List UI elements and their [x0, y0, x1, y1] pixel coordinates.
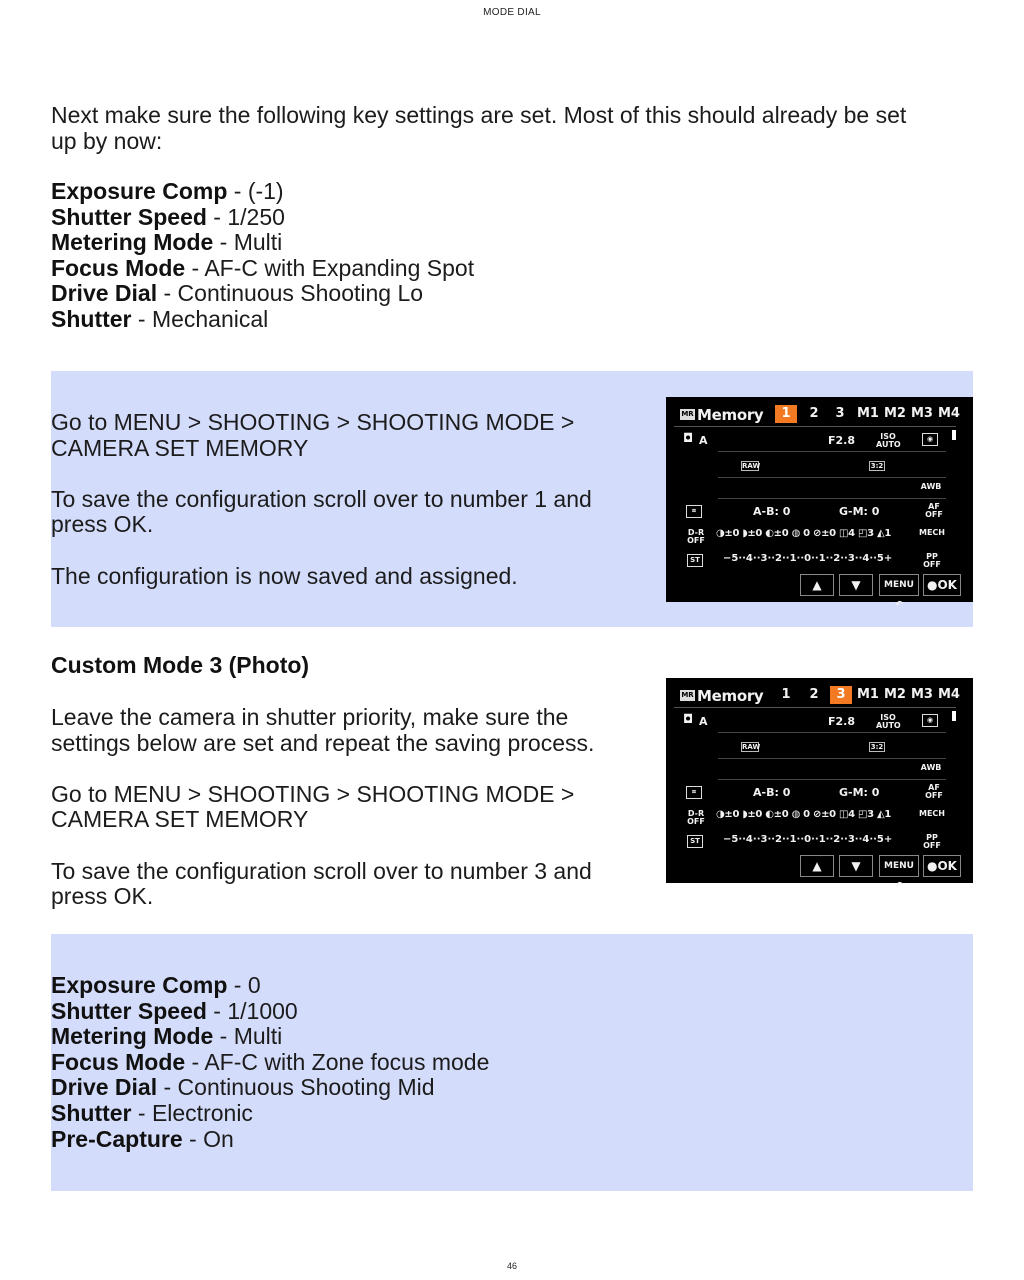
setting-value: - (-1): [227, 178, 284, 204]
setting-row: [51, 1075, 651, 1101]
setting-row: [51, 1127, 651, 1153]
page-number: 46: [506, 1261, 517, 1271]
memory-slot-m1[interactable]: M1: [857, 406, 879, 421]
menu-path-line-1: Go to MENU > SHOOTING > SHOOTING MODE >: [51, 409, 575, 435]
aperture-value: F2.8: [828, 715, 856, 728]
menu-path-line-2: CAMERA SET MEMORY: [51, 806, 309, 833]
leave-line-1: Leave the camera in shutter priority, make sure the: [51, 704, 569, 730]
focus-area-icon: ⌗: [686, 786, 702, 799]
setting-key: Drive Dial: [51, 280, 158, 307]
wb-shift-ab: A-B: 0: [753, 505, 791, 518]
white-balance-label: AWB: [920, 763, 942, 772]
setting-row: [51, 205, 651, 231]
menu-path-line-1: Go to MENU > SHOOTING > SHOOTING MODE >: [51, 780, 575, 807]
white-balance-label: AWB: [920, 482, 942, 491]
setting-row: [51, 256, 651, 282]
menu-back-button[interactable]: MENU ↶: [879, 574, 919, 596]
setting-value: - On: [182, 1125, 234, 1152]
iso-label: ISO AUTO: [876, 432, 901, 449]
setting-value: - 0: [227, 972, 261, 998]
scrollbar[interactable]: [952, 711, 956, 721]
picture-profile-label: PP OFF: [923, 552, 941, 569]
memory-recall-icon: MR: [681, 691, 694, 699]
setting-value: - Multi: [213, 229, 283, 256]
picture-profile-label: PP OFF: [923, 833, 941, 850]
camera-icon: ◘: [683, 712, 694, 726]
metering-icon: ◉: [922, 433, 938, 446]
shooting-mode-letter: A: [699, 715, 708, 728]
wb-shift-gm: G-M: 0: [839, 786, 880, 799]
setting-value: - Mechanical: [131, 305, 269, 332]
shooting-mode-letter: A: [699, 434, 708, 447]
intro-paragraph: [51, 103, 981, 154]
exposure-comp-scale: −5··4··3··2··1··0··1··2··3··4··5+: [723, 553, 893, 564]
memory-slot-3[interactable]: 3: [835, 406, 845, 421]
save-instruction-line-2: press OK.: [51, 511, 154, 538]
setting-value: - Continuous Shooting Mid: [157, 1074, 435, 1101]
memory-slot-3[interactable]: 3: [830, 686, 852, 704]
setting-row: [51, 230, 651, 256]
menu-back-button[interactable]: MENU ↶: [879, 855, 919, 877]
memory-slot-1[interactable]: 1: [775, 405, 797, 423]
camera-memory-screen-1: [666, 397, 973, 610]
setting-value: - AF-C with Expanding Spot: [185, 254, 475, 281]
custom-mode-3-text: [51, 705, 651, 910]
wb-shift-ab: A-B: 0: [753, 786, 791, 799]
wb-shift-gm: G-M: 0: [839, 505, 880, 518]
setting-key: Drive Dial: [51, 1074, 158, 1101]
setting-row: [51, 1101, 651, 1127]
setting-key: Focus Mode: [51, 1048, 186, 1075]
camera-memory-screen-2: [666, 678, 973, 891]
memory-title: Memory: [697, 687, 764, 705]
setting-key: Shutter Speed: [51, 997, 207, 1024]
memory-recall-icon: MR: [681, 410, 694, 418]
creative-settings-row: ◑±0 ◗±0 ◐±0 ◍ 0 ⊘±0 ◫4 ◰3 ◭1: [716, 528, 892, 539]
setting-value: - AF-C with Zone focus mode: [185, 1048, 490, 1075]
saved-confirmation: The configuration is now saved and assigned.: [51, 562, 518, 589]
setting-row: [51, 1024, 651, 1050]
memory-slot-2[interactable]: 2: [809, 687, 819, 702]
memory-slot-m2[interactable]: M2: [884, 406, 906, 421]
dro-label: D-R OFF: [687, 528, 705, 545]
aspect-ratio: 3:2: [870, 743, 884, 751]
memory-slot-m3[interactable]: M3: [911, 406, 933, 421]
up-button[interactable]: ▲: [800, 574, 834, 596]
exposure-comp-scale: −5··4··3··2··1··0··1··2··3··4··5+: [723, 834, 893, 845]
setting-value: - Multi: [213, 1023, 283, 1050]
creative-settings-row: ◑±0 ◗±0 ◐±0 ◍ 0 ⊘±0 ◫4 ◰3 ◭1: [716, 809, 892, 820]
menu-path-line-2: CAMERA SET MEMORY: [51, 434, 309, 461]
setting-key: Shutter: [51, 305, 132, 332]
setting-key: Pre-Capture: [51, 1125, 183, 1152]
aperture-value: F2.8: [828, 434, 856, 447]
memory-slot-1[interactable]: 1: [781, 687, 791, 702]
ok-button[interactable]: ●OK: [923, 855, 961, 877]
settings-list-3: [51, 973, 651, 1152]
leave-line-2: settings below are set and repeat the saving process.: [51, 729, 595, 756]
scrollbar[interactable]: [952, 430, 956, 440]
setting-key: Shutter: [51, 1099, 132, 1126]
save-instruction-line-2: press OK.: [51, 883, 154, 910]
face-af-label: AF OFF: [925, 502, 943, 519]
setting-row: [51, 179, 651, 205]
setting-key: Focus Mode: [51, 254, 186, 281]
settings-list-1: [51, 179, 651, 333]
setting-key: Exposure Comp: [51, 972, 228, 998]
shutter-type-label: MECH: [919, 809, 945, 818]
up-button[interactable]: ▲: [800, 855, 834, 877]
creative-style-icon: ST: [687, 554, 703, 567]
intro-line-2: up by now:: [51, 127, 163, 154]
setting-row: [51, 999, 651, 1025]
camera-icon: ◘: [683, 431, 694, 445]
setting-key: Exposure Comp: [51, 178, 228, 204]
creative-style-icon: ST: [687, 835, 703, 848]
setting-row: [51, 281, 651, 307]
setting-key: Metering Mode: [51, 1023, 214, 1050]
memory-slot-m3[interactable]: M3: [911, 687, 933, 702]
panel-1-text: [51, 410, 651, 589]
setting-key: Shutter Speed: [51, 203, 207, 230]
setting-key: Metering Mode: [51, 229, 214, 256]
down-button[interactable]: ▼: [839, 574, 873, 596]
setting-value: - 1/250: [206, 203, 285, 230]
focus-area-icon: ⌗: [686, 505, 702, 518]
memory-slot-m2[interactable]: M2: [884, 687, 906, 702]
intro-line-1: Next make sure the following key settings are set. Most of this should already be set: [51, 102, 907, 128]
setting-value: - Continuous Shooting Lo: [157, 280, 424, 307]
memory-slot-m4[interactable]: M4: [938, 687, 960, 702]
file-format-raw: RAW: [742, 743, 761, 751]
setting-value: - Electronic: [131, 1099, 253, 1126]
setting-row: [51, 1050, 651, 1076]
save-instruction-line-1: To save the configuration scroll over to number 3 and: [51, 857, 592, 884]
aspect-ratio: 3:2: [870, 462, 884, 470]
memory-title: Memory: [697, 406, 764, 424]
setting-row: [51, 307, 651, 333]
shutter-type-label: MECH: [919, 528, 945, 537]
memory-slot-2[interactable]: 2: [809, 406, 819, 421]
save-instruction-line-1: To save the configuration scroll over to number 1 and: [51, 485, 592, 512]
section-title: Custom Mode 3 (Photo): [51, 652, 310, 678]
page-header: MODE DIAL: [483, 7, 541, 18]
memory-slot-m1[interactable]: M1: [857, 687, 879, 702]
face-af-label: AF OFF: [925, 783, 943, 800]
setting-row: [51, 973, 651, 999]
iso-label: ISO AUTO: [876, 713, 901, 730]
setting-value: - 1/1000: [206, 997, 298, 1024]
down-button[interactable]: ▼: [839, 855, 873, 877]
memory-slot-m4[interactable]: M4: [938, 406, 960, 421]
file-format-raw: RAW: [742, 462, 761, 470]
dro-label: D-R OFF: [687, 809, 705, 826]
metering-icon: ◉: [922, 714, 938, 727]
ok-button[interactable]: ●OK: [923, 574, 961, 596]
